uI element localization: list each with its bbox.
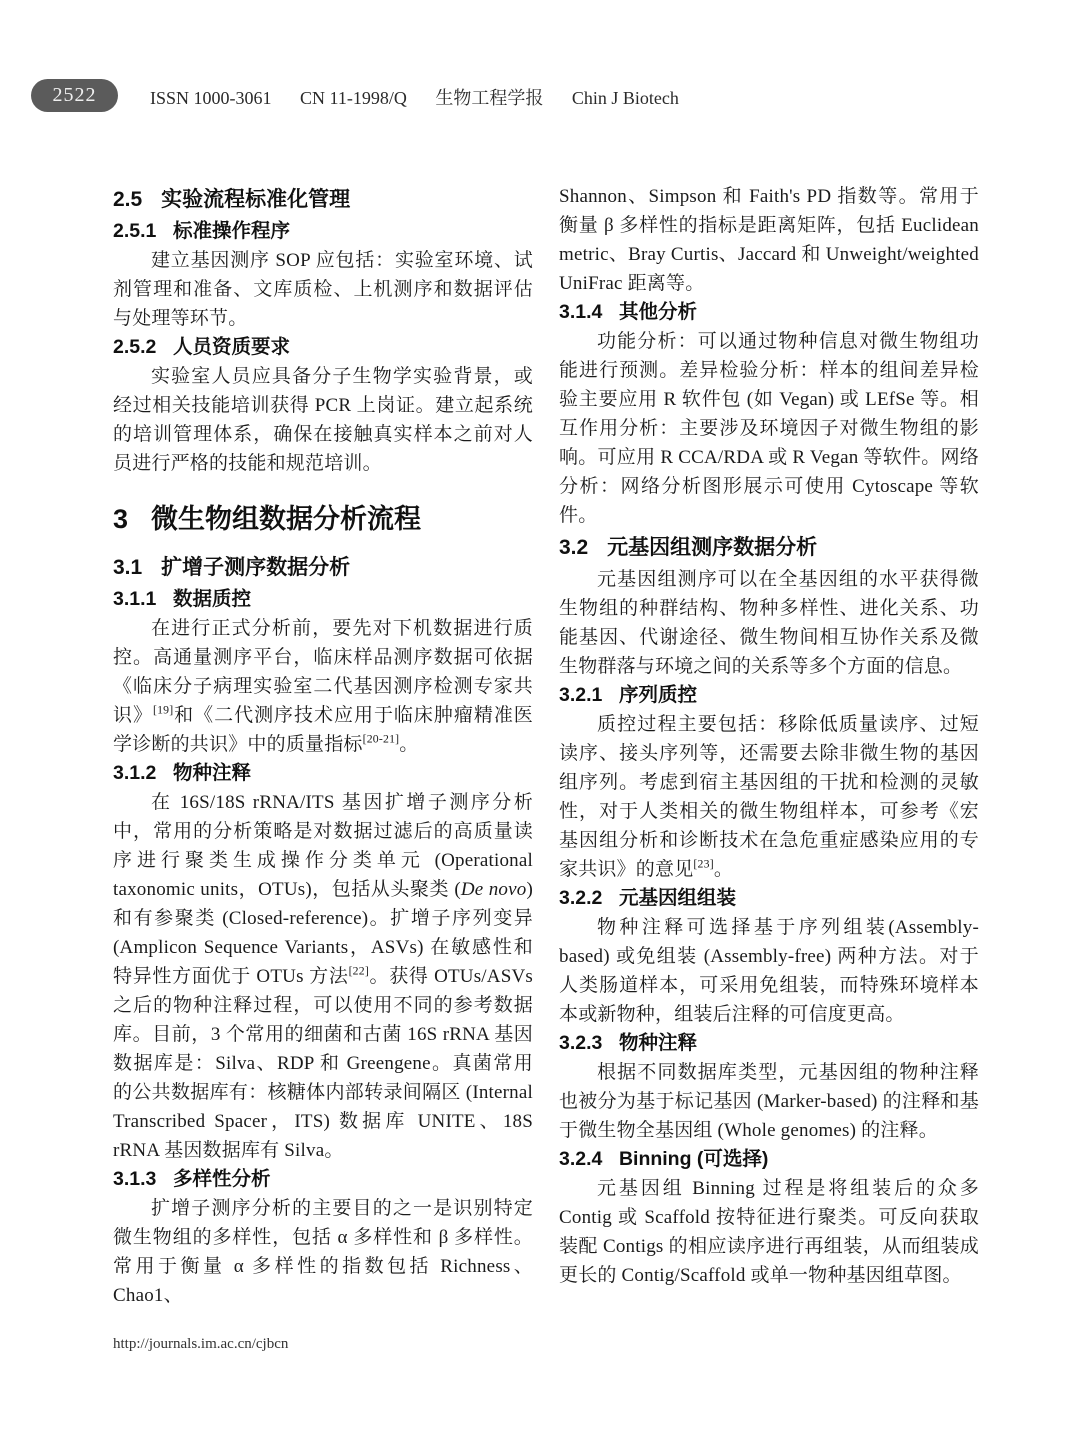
paragraph-other-analysis: 功能分析：可以通过物种信息对微生物组功能进行预测。差异检验分析：样本的组间差异检验主要应用 R 软件包 (如 Vegan) 或 LEfSe 等。相互作用分析：主要涉及环境因子对微生物组的影响。可应用 R CCA/RDA 或 R Vegan 等软件。网络分析：网络分析图形展示可使用 Cytoscape 等软件。 xyxy=(559,331,979,526)
section-number: 3 xyxy=(113,504,129,534)
section-number: 3.2.1 xyxy=(559,684,603,706)
paragraph-sequence-qc: 质控过程主要包括：移除低质量读序、过短读序、接头序列等，还需要去除非微生物的基因组序列。考虑到宿主基因组的干扰和检测的灵敏性，对于人类相关的微生物组样本，可参考《宏基因组分析和诊断技术在急危重症感染应用的专家共识》的意见[23]。 xyxy=(559,714,979,880)
section-heading-3-2-3 xyxy=(559,1029,979,1058)
paragraph-data-qc: 在进行正式分析前，要先对下机数据进行质控。高通量测序平台，临床样品测序数据可依据《临床分子病理实验室二代基因测序检测专家共识》[19]和《二代测序技术应用于临床肿瘤精准医学诊断的共识》中的质量指标[20-21]。 xyxy=(113,618,533,755)
section-title: 数据质控 xyxy=(172,588,251,610)
left-column xyxy=(113,182,533,1310)
page-header xyxy=(0,0,1080,130)
chapter-heading-3 xyxy=(113,502,533,536)
cn-number-text: CN 11-1998/Q xyxy=(300,88,407,108)
section-heading-3-1-2 xyxy=(113,759,533,788)
section-number: 2.5.1 xyxy=(113,220,157,242)
paragraph-binning: 元基因组 Binning 过程是将组装后的众多 Contig 或 Scaffold 按特征进行聚类。可反向获取装配 Contigs 的相应读序进行再组装，从而组装成更长的 Contig/Scaffold 或单一物种基因组草图。 xyxy=(559,1178,979,1286)
paragraph-sop: 建立基因测序 SOP 应包括：实验室环境、试剂管理和准备、文库质检、上机测序和数据评估与处理等环节。 xyxy=(113,250,533,329)
section-title: 其他分析 xyxy=(618,301,697,323)
paragraph-assembly: 物种注释可选择基于序列组装(Assembly-based) 或免组装 (Assembly-free) 两种方法。对于人类肠道样本，可采用免组装，而特殊环境样本本或新物种，组装后注释的可信度更高。 xyxy=(559,917,979,1025)
journal-masthead xyxy=(150,84,679,110)
section-number: 3.2 xyxy=(559,536,589,559)
section-heading-2-5-1 xyxy=(113,217,533,246)
paragraph-metagenome-intro: 元基因组测序可以在全基因组的水平获得微生物组的种群结构、物种多样性、进化关系、功能基因、代谢途径、微生物间相互协作关系及微生物群落与环境之间的关系等多个方面的信息。 xyxy=(559,569,979,677)
section-title: 扩增子测序数据分析 xyxy=(161,556,351,579)
section-heading-3-1 xyxy=(113,552,533,584)
section-title: 元基因组组装 xyxy=(618,887,736,909)
section-title: 物种注释 xyxy=(172,762,251,784)
section-number: 3.1.2 xyxy=(113,762,157,784)
journal-title-en: Chin J Biotech xyxy=(571,88,679,108)
section-title: 多样性分析 xyxy=(172,1168,271,1190)
section-heading-3-2-4 xyxy=(559,1145,979,1174)
issn-text: ISSN 1000-3061 xyxy=(150,88,272,108)
section-heading-3-2-2 xyxy=(559,884,979,913)
section-heading-3-2 xyxy=(559,532,979,564)
paragraph-diversity-continued: Shannon、Simpson 和 Faith's PD 指数等。常用于衡量 β 多样性的指标是距离矩阵，包括 Euclidean metric、Bray Curtis、Jaccard 和 Unweight/weighted UniFrac 距离等。 xyxy=(559,186,979,294)
section-title: Binning (可选择) xyxy=(618,1148,769,1170)
article-body xyxy=(113,182,979,1310)
section-title: 标准操作程序 xyxy=(172,220,290,242)
section-heading-3-2-1 xyxy=(559,681,979,710)
page-number-badge: 2522 xyxy=(31,79,118,112)
section-title: 物种注释 xyxy=(618,1032,697,1054)
journal-title-cn: 生物工程学报 xyxy=(435,88,544,108)
section-number: 3.2.3 xyxy=(559,1032,603,1054)
paragraph-metagenome-annotation: 根据不同数据库类型，元基因组的物种注释也被分为基于标记基因 (Marker-based) 的注释和基于微生物全基因组 (Whole genomes) 的注释。 xyxy=(559,1062,979,1141)
section-heading-2-5 xyxy=(113,184,533,216)
section-number: 3.1 xyxy=(113,556,143,579)
section-heading-3-1-4 xyxy=(559,298,979,327)
right-column xyxy=(559,182,979,1310)
section-heading-2-5-2 xyxy=(113,333,533,362)
section-title: 实验流程标准化管理 xyxy=(161,188,351,211)
section-number: 2.5.2 xyxy=(113,336,157,358)
section-title: 微生物组数据分析流程 xyxy=(150,504,421,534)
section-title: 序列质控 xyxy=(618,684,697,706)
section-title: 元基因组测序数据分析 xyxy=(607,536,818,559)
page-footer xyxy=(113,1336,288,1353)
journal-url: http://journals.im.ac.cn/cjbcn xyxy=(113,1336,289,1352)
section-number: 2.5 xyxy=(113,188,143,211)
section-number: 3.1.4 xyxy=(559,301,603,323)
paragraph-personnel: 实验室人员应具备分子生物学实验背景，或经过相关技能培训获得 PCR 上岗证。建立起系统的培训管理体系，确保在接触真实样本之前对人员进行严格的技能和规范培训。 xyxy=(113,366,533,474)
paragraph-taxonomy-annotation: 在 16S/18S rRNA/ITS 基因扩增子测序分析中，常用的分析策略是对数据过滤后的高质量读序进行聚类生成操作分类单元 (Operational taxonomic units，OTUs)，包括从头聚类 (De novo) 和有参聚类 (Closed-reference)。扩增子序列变异 (Amplicon Sequence Variants，ASVs) 在敏感性和特异性方面优于 OTUs 方法[22]。获得 OTUs/ASVs 之后的物种注释过程，可以使用不同的参考数据库。目前，3 个常用的细菌和古菌 16S rRNA 基因数据库是：Silva、RDP 和 Greengene。真菌常用的公共数据库有：核糖体内部转录间隔区 (Internal Transcribed Spacer，ITS) 数据库 UNITE、18S rRNA 基因数据库有 Silva。 xyxy=(113,792,533,1161)
section-number: 3.1.1 xyxy=(113,588,157,610)
section-number: 3.2.4 xyxy=(559,1148,603,1170)
section-heading-3-1-3 xyxy=(113,1165,533,1194)
section-number: 3.2.2 xyxy=(559,887,603,909)
paragraph-diversity: 扩增子测序分析的主要目的之一是识别特定微生物组的多样性，包括 α 多样性和 β 多样性。常用于衡量 α 多样性的指数包括 Richness、Chao1、 xyxy=(113,1198,533,1306)
section-heading-3-1-1 xyxy=(113,585,533,614)
section-number: 3.1.3 xyxy=(113,1168,157,1190)
section-title: 人员资质要求 xyxy=(172,336,290,358)
